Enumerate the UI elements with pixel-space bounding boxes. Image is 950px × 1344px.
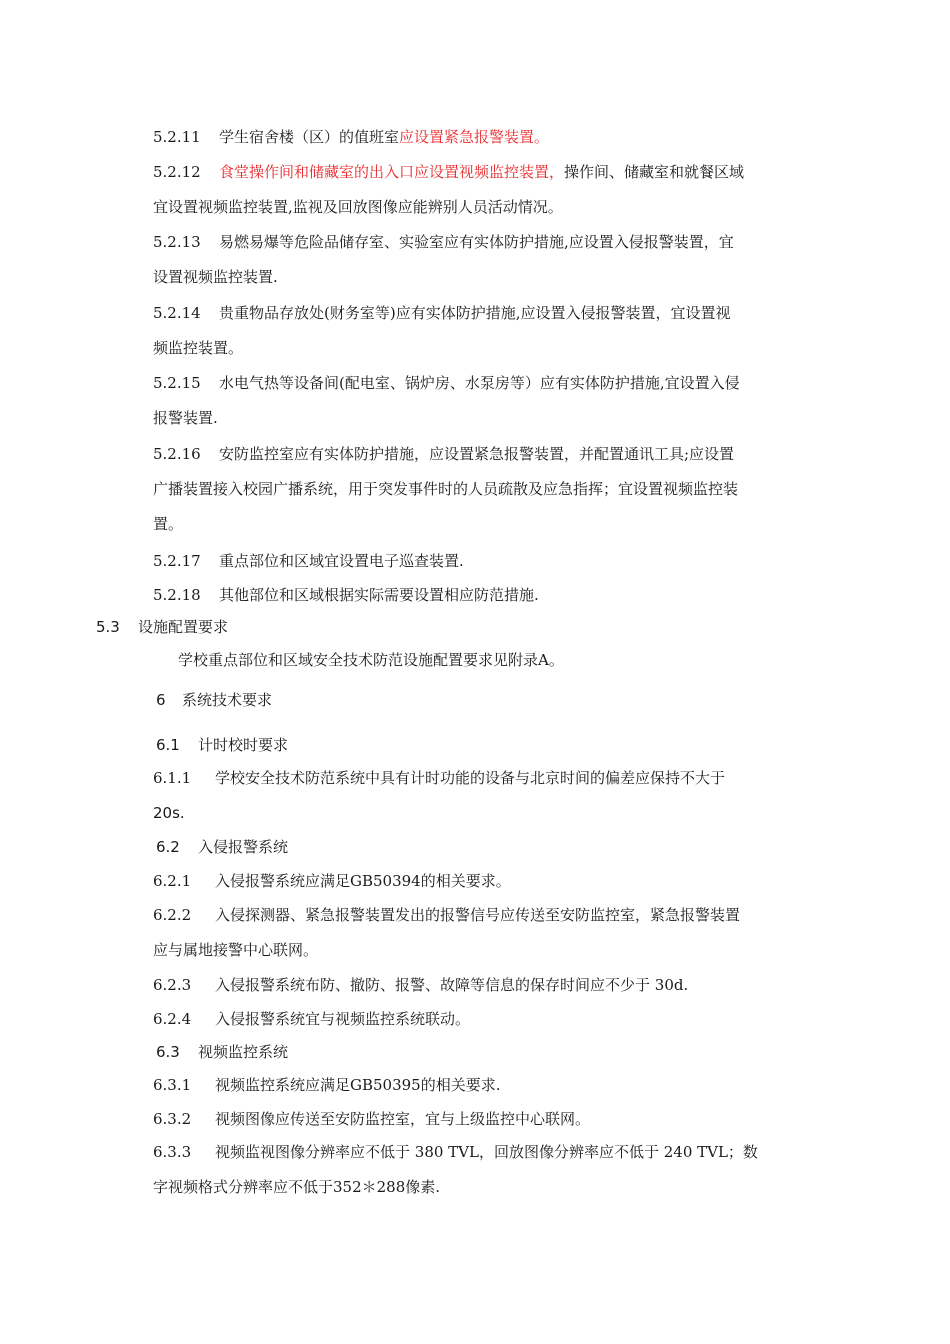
section-heading-6-3 <box>156 1035 288 1070</box>
clause-number: 5.2.16 <box>153 445 201 463</box>
clause-text: 视频监控系统应满足GB50395的相关要求. <box>215 1076 501 1094</box>
heading-text: 视频监控系统 <box>198 1043 289 1061</box>
clause-number: 5.2.14 <box>153 304 201 322</box>
heading-number: 6.1 <box>156 736 180 754</box>
section-heading-6-1 <box>156 728 288 763</box>
heading-number: 6.3 <box>156 1043 180 1061</box>
clause-number: 5.2.17 <box>153 552 201 570</box>
clause-text: 入侵报警系统应满足GB50394的相关要求。 <box>215 872 511 890</box>
clause-number: 6.2.2 <box>153 906 192 924</box>
clause-5-2-18 <box>153 578 808 613</box>
clause-text: 视频监视图像分辨率应不低于 380 TVL，回放图像分辨率应不低于 240 TVL；数 <box>215 1143 758 1161</box>
clause-number: 6.3.3 <box>153 1143 192 1161</box>
clause-text: 易燃易爆等危险品储存室、实验室应有实体防护措施,应设置入侵报警装置，宜 <box>219 233 734 251</box>
clause-number: 6.3.1 <box>153 1076 192 1094</box>
clause-text: 水电气热等设备间(配电室、锅炉房、水泵房等）应有实体防护措施,宜设置入侵 <box>219 374 740 392</box>
clause-text: 其他部位和区域根据实际需要设置相应防范措施. <box>219 586 539 604</box>
clause-text-line2: 字视频格式分辨率应不低于352＊288像素. <box>153 1178 441 1196</box>
clause-number: 5.2.12 <box>153 163 201 181</box>
heading-number: 6.2 <box>156 838 180 856</box>
clause-number: 5.2.18 <box>153 586 201 604</box>
clause-text: 学生宿舍楼（区）的值班室 <box>219 128 400 146</box>
clause-number: 6.2.4 <box>153 1010 192 1028</box>
clause-5-2-16 <box>153 437 808 542</box>
section-heading-6-2 <box>156 830 288 865</box>
heading-number: 5.3 <box>96 618 120 636</box>
clause-number: 6.2.3 <box>153 976 192 994</box>
clause-6-2-2 <box>153 898 808 968</box>
clause-number: 6.3.2 <box>153 1110 192 1128</box>
clause-text-line2: 设置视频监控装置. <box>153 268 278 286</box>
highlighted-text: 应设置紧急报警装置。 <box>399 128 550 146</box>
clause-text-line2: 20s. <box>153 804 185 822</box>
clause-text: 入侵报警系统布防、撤防、报警、故障等信息的保存时间应不少于 30d. <box>215 976 689 994</box>
clause-6-3-1 <box>153 1068 808 1103</box>
clause-5-2-17 <box>153 544 808 579</box>
clause-text: 贵重物品存放处(财务室等)应有实体防护措施,应设置入侵报警装置，宜设置视 <box>219 304 731 322</box>
clause-text: 安防监控室应有实体防护措施，应设置紧急报警装置，并配置通讯工具;应设置 <box>219 445 735 463</box>
chapter-heading-6 <box>156 683 272 718</box>
section-5-3-paragraph: 学校重点部位和区域安全技术防范设施配置要求见附录A。 <box>178 651 564 669</box>
heading-text: 系统技术要求 <box>182 691 273 709</box>
clause-text: 重点部位和区域宜设置电子巡查装置. <box>219 552 464 570</box>
clause-5-2-13 <box>153 225 808 295</box>
clause-5-2-12 <box>153 155 808 225</box>
clause-text: 学校安全技术防范系统中具有计时功能的设备与北京时间的偏差应保持不大于 <box>215 769 726 787</box>
clause-6-2-1 <box>153 864 808 899</box>
clause-number: 5.2.11 <box>153 128 201 146</box>
clause-text: 入侵探测器、紧急报警装置发出的报警信号应传送至安防监控室，紧急报警装置 <box>215 906 741 924</box>
clause-6-2-3 <box>153 968 808 1003</box>
clause-text-line2: 频监控装置。 <box>153 339 244 357</box>
clause-number: 5.2.15 <box>153 374 201 392</box>
section-heading-5-3 <box>96 610 228 645</box>
heading-number: 6 <box>156 691 166 709</box>
clause-text-line2: 宜设置视频监控装置,监视及回放图像应能辨别人员活动情况。 <box>153 198 563 216</box>
clause-text-line2: 应与属地接警中心联网。 <box>153 941 319 959</box>
clause-text: 操作间、储藏室和就餐区域 <box>564 163 745 181</box>
clause-6-3-2 <box>153 1102 808 1137</box>
clause-6-1-1 <box>153 761 808 831</box>
clause-text-line2: 报警装置. <box>153 409 218 427</box>
clause-6-3-3 <box>153 1135 808 1205</box>
clause-number: 6.2.1 <box>153 872 192 890</box>
clause-number: 5.2.13 <box>153 233 201 251</box>
heading-text: 计时校时要求 <box>198 736 289 754</box>
clause-5-2-15 <box>153 366 808 436</box>
clause-5-2-11 <box>153 120 808 155</box>
clause-text: 入侵报警系统宜与视频监控系统联动。 <box>215 1010 471 1028</box>
clause-5-2-14 <box>153 296 808 366</box>
clause-text-line2: 广播装置接入校园广播系统，用于突发事件时的人员疏散及应急指挥；宜设置视频监控装 <box>153 480 739 498</box>
clause-number: 6.1.1 <box>153 769 192 787</box>
heading-text: 入侵报警系统 <box>198 838 289 856</box>
clause-text: 视频图像应传送至安防监控室，宜与上级监控中心联网。 <box>215 1110 591 1128</box>
highlighted-text: 食堂操作间和储藏室的出入口应设置视频监控装置， <box>219 163 565 181</box>
clause-text-line3: 置。 <box>153 515 184 533</box>
clause-6-2-4 <box>153 1002 808 1037</box>
heading-text: 设施配置要求 <box>138 618 229 636</box>
